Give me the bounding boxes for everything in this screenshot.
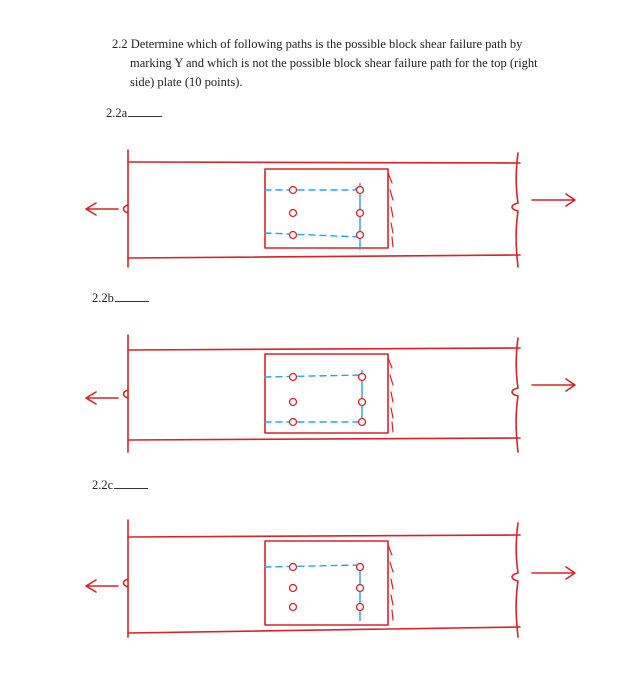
- question-text: [112, 35, 582, 92]
- part-b-label: 2.2b: [92, 291, 149, 306]
- bolt-hole: [357, 564, 364, 571]
- answer-blank-c[interactable]: [114, 478, 148, 489]
- bolt-hole: [359, 399, 366, 406]
- answer-blank-b[interactable]: [115, 291, 149, 302]
- bolt-hole: [290, 564, 297, 571]
- bolt-hole: [359, 419, 366, 426]
- question-line-2: marking Y and which is not the possible block shear failure path for the top (right: [130, 56, 538, 70]
- right-arrow-icon: [532, 194, 575, 206]
- shear-path-top: [265, 375, 362, 377]
- part-c-label: 2.2c: [92, 478, 148, 493]
- bolt-hole: [357, 232, 364, 239]
- plate-top-edge: [128, 162, 520, 163]
- connection-plate: [265, 354, 388, 433]
- break-line-right: [512, 523, 518, 637]
- bolt-hole: [290, 232, 297, 239]
- connection-plate: [265, 169, 388, 248]
- question-line-3: side) plate (10 points).: [130, 75, 243, 89]
- part-a-label: 2.2a: [106, 106, 162, 121]
- plate-top-edge: [128, 535, 520, 537]
- bolt-hole: [290, 187, 297, 194]
- plate-bottom-edge: [128, 255, 520, 258]
- answer-blank-a[interactable]: [128, 106, 162, 117]
- left-arrow-icon: [86, 392, 118, 404]
- right-arrow-icon: [532, 379, 575, 391]
- connection-plate: [265, 541, 388, 625]
- break-line-right: [512, 338, 518, 452]
- diagram-b: [0, 330, 636, 470]
- left-arrow-icon: [86, 580, 118, 592]
- bolt-hole: [290, 374, 297, 381]
- plate-bottom-edge: [128, 627, 520, 633]
- bolt-hole: [290, 604, 297, 611]
- right-arrow-icon: [532, 567, 575, 579]
- shear-path-top: [265, 565, 360, 567]
- plate-bottom-edge: [128, 438, 520, 440]
- bolt-hole: [357, 187, 364, 194]
- bolt-hole: [290, 419, 297, 426]
- left-arrow-icon: [86, 203, 118, 215]
- shear-path-top: [265, 185, 360, 190]
- bolt-hole: [290, 210, 297, 217]
- plate-top-edge: [128, 348, 520, 350]
- shear-path-bottom: [265, 233, 360, 237]
- diagram-a: [0, 145, 636, 285]
- diagram-c: [0, 515, 636, 655]
- question-line-1: 2.2 Determine which of following paths is the possible block shear failure path by: [112, 37, 523, 51]
- bolt-hole: [357, 210, 364, 217]
- bolt-hole: [359, 374, 366, 381]
- bolt-hole: [357, 585, 364, 592]
- bolt-hole: [290, 399, 297, 406]
- bolt-hole: [290, 585, 297, 592]
- bolt-hole: [357, 604, 364, 611]
- break-line-right: [512, 153, 518, 267]
